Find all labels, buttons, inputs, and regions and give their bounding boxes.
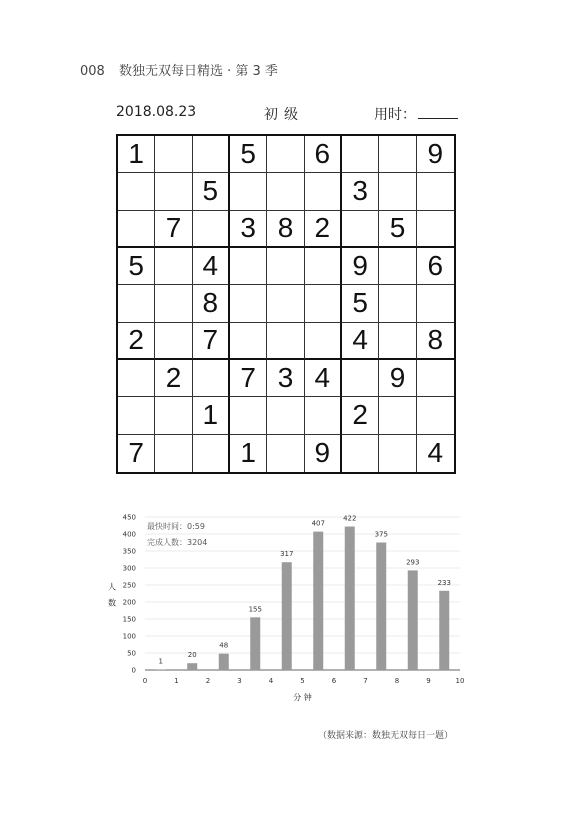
sudoku-cell: 3 — [267, 360, 304, 397]
sudoku-cell — [267, 173, 304, 210]
time-blank — [418, 106, 458, 119]
sudoku-cell — [155, 323, 192, 360]
book-title: 数独无双每日精选 · 第 3 季 — [118, 64, 278, 79]
sudoku-grid — [116, 134, 456, 474]
sudoku-cell — [305, 173, 342, 210]
sudoku-cell: 4 — [193, 248, 230, 285]
sudoku-cell: 8 — [193, 285, 230, 322]
x-tick-label: 1 — [174, 677, 179, 685]
y-tick-label: 250 — [122, 581, 136, 590]
sudoku-cell — [305, 285, 342, 322]
sudoku-cell — [118, 285, 155, 322]
sudoku-cell — [193, 211, 230, 248]
sudoku-cell — [155, 248, 192, 285]
sudoku-cell — [417, 397, 454, 434]
x-tick-label: 0 — [142, 677, 148, 685]
sudoku-cell: 2 — [342, 397, 379, 434]
sudoku-cell — [155, 136, 192, 173]
x-tick-label: 3 — [237, 677, 242, 685]
sudoku-cell: 7 — [155, 211, 192, 248]
sudoku-cell — [379, 435, 416, 472]
bar-value-label: 1 — [158, 657, 163, 666]
y-tick-label: 200 — [122, 598, 136, 607]
sudoku-cell — [118, 211, 155, 248]
sudoku-cell — [305, 248, 342, 285]
x-tick-label: 5 — [300, 677, 305, 685]
sudoku-cell — [305, 323, 342, 360]
sudoku-cell: 3 — [342, 173, 379, 210]
sudoku-cell — [230, 397, 267, 434]
bar — [408, 570, 418, 670]
sudoku-cell — [193, 136, 230, 173]
sudoku-cell — [267, 136, 304, 173]
sudoku-cell — [305, 397, 342, 434]
bar-value-label: 422 — [343, 514, 357, 523]
page-number: 008 — [80, 64, 105, 79]
y-axis-label: 数 — [108, 598, 116, 608]
bar-value-label: 155 — [248, 605, 262, 614]
sudoku-cell — [230, 323, 267, 360]
bar — [439, 591, 449, 670]
sudoku-cell — [267, 435, 304, 472]
x-tick-label: 10 — [455, 677, 465, 685]
x-tick-label: 7 — [363, 677, 368, 685]
sudoku-cell: 7 — [193, 323, 230, 360]
sudoku-cell — [230, 173, 267, 210]
y-tick-label: 50 — [127, 649, 136, 658]
sudoku-cell: 9 — [379, 360, 416, 397]
puzzle-level: 初级 — [264, 107, 304, 123]
completion-time-chart — [100, 505, 470, 705]
sudoku-cell — [417, 211, 454, 248]
sudoku-cell — [118, 360, 155, 397]
sudoku-cell: 8 — [267, 211, 304, 248]
sudoku-cell — [155, 397, 192, 434]
sudoku-cell: 5 — [230, 136, 267, 173]
y-tick-label: 300 — [122, 564, 136, 573]
sudoku-cell — [417, 285, 454, 322]
sudoku-cell — [193, 435, 230, 472]
sudoku-cell — [118, 397, 155, 434]
sudoku-cell — [342, 211, 379, 248]
sudoku-cell: 6 — [305, 136, 342, 173]
sudoku-cell: 3 — [230, 211, 267, 248]
y-axis-label: 人 — [108, 582, 116, 592]
x-tick-label: 6 — [331, 677, 337, 685]
sudoku-cell: 2 — [155, 360, 192, 397]
y-tick-label: 400 — [122, 530, 136, 539]
sudoku-cell — [267, 397, 304, 434]
sudoku-cell: 5 — [379, 211, 416, 248]
x-tick-label: 9 — [426, 677, 431, 685]
bar — [187, 663, 197, 670]
sudoku-cell: 6 — [417, 248, 454, 285]
y-tick-label: 0 — [131, 666, 136, 675]
sudoku-cell: 1 — [193, 397, 230, 434]
sudoku-cell — [267, 285, 304, 322]
sudoku-cell: 1 — [230, 435, 267, 472]
bar-value-label: 375 — [374, 530, 388, 539]
bar-value-label: 233 — [437, 578, 451, 587]
sudoku-cell — [342, 435, 379, 472]
sudoku-cell: 9 — [417, 136, 454, 173]
data-source: （数据来源：数独无双每日一题） — [318, 731, 454, 741]
time-field — [374, 104, 458, 124]
sudoku-cell: 1 — [118, 136, 155, 173]
sudoku-cell — [379, 285, 416, 322]
bar-value-label: 293 — [406, 558, 420, 567]
bar-value-label: 317 — [280, 550, 294, 559]
bar — [282, 562, 292, 670]
sudoku-cell — [379, 323, 416, 360]
sudoku-cell — [342, 136, 379, 173]
chart-annotation: 完成人数：3204 — [147, 538, 208, 547]
sudoku-cell — [417, 360, 454, 397]
sudoku-cell: 4 — [427, 437, 444, 469]
puzzle-date: 2018.08.23 — [116, 104, 197, 120]
bar-value-label: 407 — [311, 519, 325, 528]
sudoku-cell: 9 — [342, 248, 379, 285]
sudoku-cell — [118, 173, 155, 210]
bar — [345, 527, 355, 670]
sudoku-cell — [379, 248, 416, 285]
bar — [250, 617, 260, 670]
bar-value-label: 20 — [187, 651, 197, 660]
sudoku-cell: 9 — [305, 435, 342, 472]
sudoku-cell — [379, 136, 416, 173]
y-tick-label: 150 — [122, 615, 136, 624]
bar — [313, 532, 323, 670]
page-header — [80, 60, 278, 79]
sudoku-cell — [230, 248, 267, 285]
sudoku-cell: 8 — [417, 323, 454, 360]
sudoku-cell: 7 — [230, 360, 267, 397]
sudoku-cell: 4 — [342, 323, 379, 360]
sudoku-cell — [267, 248, 304, 285]
sudoku-cell — [155, 173, 192, 210]
sudoku-cell: 2 — [118, 323, 155, 360]
sudoku-cell — [379, 397, 416, 434]
sudoku-cell — [193, 360, 230, 397]
bar — [219, 654, 229, 670]
sudoku-cell: 7 — [118, 435, 155, 472]
x-axis-label: 分 钟 — [293, 693, 312, 702]
sudoku-cell: 5 — [193, 173, 230, 210]
sudoku-cell: 4 — [305, 360, 342, 397]
sudoku-cell: 5 — [118, 248, 155, 285]
y-tick-label: 100 — [122, 632, 136, 641]
x-tick-label: 8 — [394, 677, 400, 685]
sudoku-cell — [155, 435, 192, 472]
sudoku-cell — [155, 285, 192, 322]
bar-value-label: 48 — [219, 641, 229, 650]
sudoku-cell — [417, 173, 454, 210]
y-tick-label: 450 — [122, 513, 136, 522]
bar — [376, 543, 386, 671]
time-label: 用时： — [374, 107, 416, 123]
sudoku-cell — [267, 323, 304, 360]
sudoku-cell — [342, 360, 379, 397]
chart-annotation: 最快时间：0:59 — [147, 522, 205, 531]
x-tick-label: 4 — [268, 677, 274, 685]
x-tick-label: 2 — [205, 677, 211, 685]
sudoku-cell: 2 — [305, 211, 342, 248]
sudoku-cell — [230, 285, 267, 322]
sudoku-cell — [379, 173, 416, 210]
sudoku-cell: 5 — [342, 285, 379, 322]
y-tick-label: 350 — [122, 547, 136, 556]
